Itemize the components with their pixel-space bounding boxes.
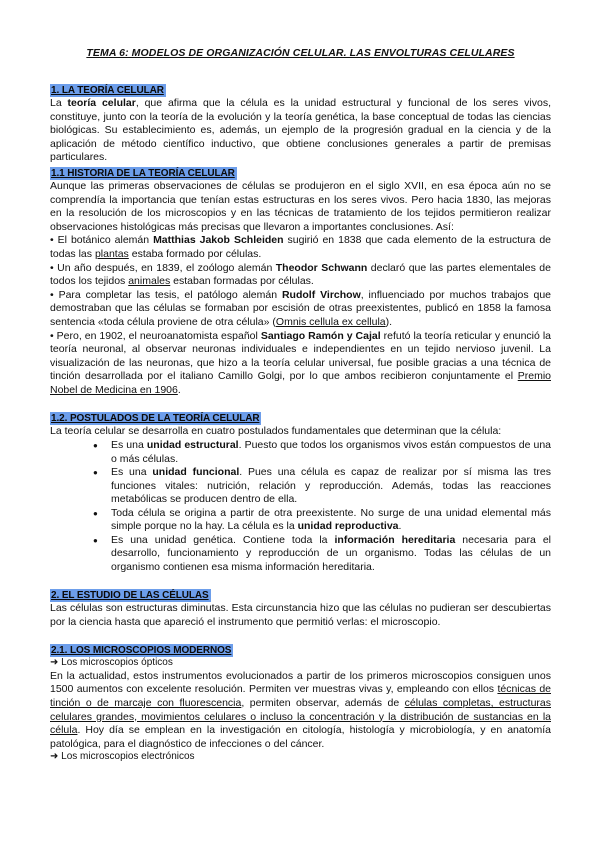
heading-teoria-celular: 1. LA TEORÍA CELULAR	[51, 85, 164, 96]
heading-microscopios: 2.1. LOS MICROSCOPIOS MODERNOS	[51, 645, 232, 657]
bullet-schleiden: • El botánico alemán Matthias Jakob Schleiden sugirió en 1838 que cada elemento de la estructura de todas las plantas estaba formado por células.	[50, 234, 551, 260]
list-item: ● Toda célula se origina a partir de otra preexistente. No surge de una unidad elemental más simple porque no la hay. La célula es la unidad reproductiva.	[111, 507, 551, 534]
subheading-electronicos: ➜ Los microscopios electrónicos	[50, 751, 195, 763]
document-title: TEMA 6: MODELOS DE ORGANIZACIÓN CELULAR. LAS ENVOLTURAS CELULARES	[86, 47, 515, 59]
postulados-list	[50, 439, 551, 574]
heading-postulados: 1.2. POSTULADOS DE LA TEORÍA CELULAR	[51, 413, 260, 425]
list-item: ● Es una unidad funcional. Pues una célula es capaz de realizar por sí misma las tres funciones vitales: nutrición, relación y reproducción. Además, todas las reacciones metabólicas se producen dentro de ella.	[111, 466, 551, 507]
subheading-opticos: ➜ Los microscopios ópticos	[50, 657, 173, 669]
paragraph-historia-intro: Aunque las primeras observaciones de células se produjeron en el siglo XVII, en esa época aún no se comprendía la importancia que tenían estas estructuras en los seres vivos. Pero hacia 1830, las mejoras en la resolución de los microscopios y en las técnicas de tratamiento de los tejidos permitieron realizar observaciones histológicas más precisas que llevaron a importantes conclusiones. Así:	[50, 179, 551, 233]
paragraph-microscopios-opticos: En la actualidad, estos instrumentos evolucionados a partir de los primeros microscopios consiguen unos 1500 aumentos con excelente resolución. Permiten ver muestras vivas y, empleando con ellos técnicas de tinción o de marcaje con fluorescencia, permiten observar, además de células completas, estructuras celulares grandes, movimientos celulares o incluso la concentración y la distribución de sustancias en la célula. Hoy día se emplean en la investigación en citología, histología y microbiología, y en anatomía patológica, para el diagnóstico de infecciones o del cáncer.	[50, 669, 551, 750]
heading-historia: 1.1 HISTORIA DE LA TEORÍA CELULAR	[51, 167, 235, 179]
list-item: ● Es una unidad genética. Contiene toda la información hereditaria necesaria para el desarrollo, funcionamiento y reproducción de un organismo. Todas las células de un organismo contienen esa misma información hereditaria.	[111, 534, 551, 575]
list-item: ● Es una unidad estructural. Puesto que todos los organismos vivos están compuestos de una o más células.	[111, 439, 551, 466]
paragraph-postulados-intro: La teoría celular se desarrolla en cuatro postulados fundamentales que determinan que la célula:	[50, 425, 502, 438]
bullet-schwann: • Un año después, en 1839, el zoólogo alemán Theodor Schwann declaró que las partes elementales de todos los tejidos animales estaban formadas por células.	[50, 261, 551, 288]
paragraph-estudio-celulas: Las células son estructuras diminutas. Esta circunstancia hizo que las células no pudieran ser descubiertas por la ciencia hasta que apareció el instrumento que permitió verlas: el microscopio.	[50, 602, 551, 628]
paragraph-teoria-celular: La teoría celular, que afirma que la célula es la unidad estructural y funcional de los seres vivos, constituye, junto con la teoría de la evolución y la teoría genética, la base conceptual de todas las ciencias biológicas. Su establecimiento es, además, un ejemplo de la progresión gradual en la ciencia y de la aplicación de método científico inductivo, que obtiene conclusiones generales a partir de premisas particulares.	[50, 97, 551, 164]
bullet-virchow: • Para completar las tesis, el patólogo alemán Rudolf Virchow, influenciado por muchos trabajos que demostraban que las células se formaban por escisión de otras preexistentes, publicó en 1858 la famosa sentencia «toda célula proviene de otra célula» (Omnis cellula ex cellula).	[50, 288, 551, 328]
bullet-cajal: • Pero, en 1902, el neuroanatomista español Santiago Ramón y Cajal refutó la teoría reticular y enunció la teoría neuronal, al observar neuronas individuales e independientes en un tejido nervioso juvenil. La visualización de las neuronas, que hizo a la teoría celular universal, fue posible gracias a una técnica de tinción desarrollada por el italiano Camillo Golgi, por lo que ambos recibieron conjuntamente el Premio Nobel de Medicina en 1906.	[50, 329, 551, 396]
heading-estudio-celulas: 2. EL ESTUDIO DE LAS CÉLULAS	[51, 590, 209, 602]
